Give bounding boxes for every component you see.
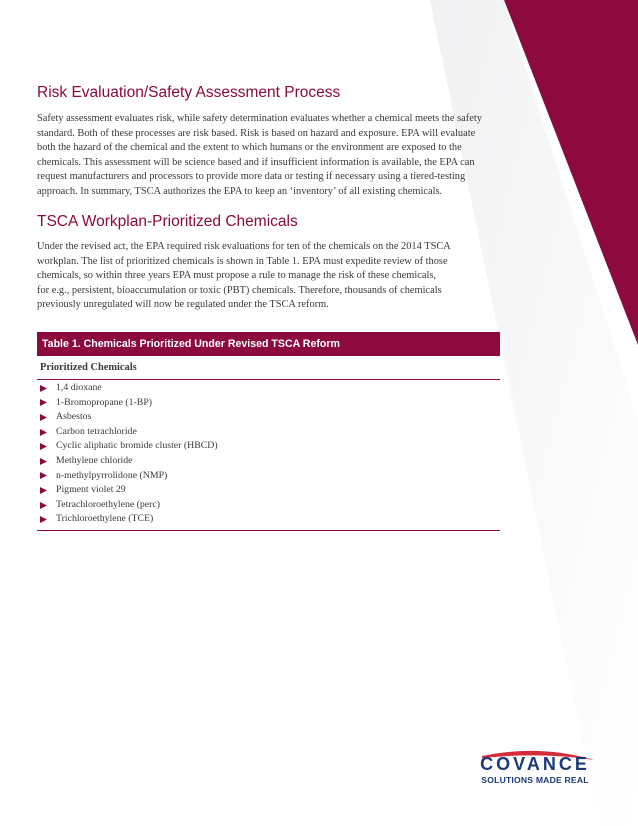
list-item [40, 469, 218, 484]
covance-logo [470, 750, 600, 792]
triangle-bullet-icon [40, 385, 47, 392]
list-item [40, 454, 218, 469]
text-line: chemicals, so within three years EPA must propose a rule to manage the risk of these chemicals, [37, 270, 436, 282]
section-heading-tsca-workplan: TSCA Workplan-Prioritized Chemicals [37, 213, 298, 230]
list-item-label: Tetrachloroethylene (perc) [56, 498, 161, 510]
list-item-label: 1,4 dioxane [56, 382, 102, 393]
logo-wordmark: COVANCE [480, 754, 590, 774]
list-item-label: Trichloroethylene (TCE) [56, 513, 154, 525]
triangle-bullet-icon [40, 443, 47, 450]
list-item-label: 1-Bromopropane (1-BP) [56, 396, 153, 408]
list-item-label: Asbestos [56, 411, 92, 423]
text-line: chemicals. This assessment will be science based and if insufficient information is available, the EPA can [37, 156, 475, 168]
list-item [40, 512, 218, 527]
list-item [40, 498, 218, 513]
triangle-bullet-icon [40, 458, 47, 465]
triangle-bullet-icon [40, 472, 47, 479]
list-item-label: Methylene chloride [56, 454, 133, 466]
text-line: Safety assessment evaluates risk, while safety determination evaluates whether a chemical meets the safety [37, 113, 482, 124]
text-line: Under the revised act, the EPA required risk evaluations for ten of the chemicals on the 2014 TSCA [37, 241, 451, 252]
text-line: standard. Both of these processes are risk based. Risk is based on hazard and exposure. EPA will evaluate [37, 127, 476, 139]
text-line: for e.g., persistent, bioaccumulation or toxic (PBT) chemicals. Therefore, thousands of chemicals [37, 284, 442, 296]
triangle-bullet-icon [40, 429, 47, 436]
triangle-bullet-icon [40, 516, 47, 523]
list-item-label: n-methylpyrrolidone (NMP) [56, 469, 168, 481]
table-bottom-rule [37, 530, 500, 531]
list-item [40, 425, 218, 440]
list-item-label: Pigment violet 29 [56, 484, 126, 496]
section-heading-risk-evaluation: Risk Evaluation/Safety Assessment Process [37, 84, 341, 101]
list-item [40, 396, 218, 411]
triangle-bullet-icon [40, 502, 47, 509]
list-item-label: Carbon tetrachloride [56, 425, 137, 437]
list-item [40, 439, 218, 454]
table-header-rule [37, 379, 500, 380]
text-line: workplan. The list of prioritized chemicals is shown in Table 1. EPA must expedite review of those [37, 255, 448, 267]
text-line: both the hazard of the chemical and the extent to which humans or the environment are exposed to the [37, 142, 462, 154]
paragraph-tsca-workplan [37, 240, 507, 313]
triangle-bullet-icon [40, 399, 47, 406]
table-column-header: Prioritized Chemicals [40, 362, 137, 373]
text-line: previously unregulated will now be regulated under the TSCA reform. [37, 299, 329, 311]
chemicals-list [40, 381, 218, 527]
logo-tagline: SOLUTIONS MADE REAL [481, 775, 589, 785]
paragraph-risk-evaluation [37, 112, 507, 200]
text-line: approach. In summary, TSCA authorizes the EPA to keep an ‘inventory’ of all existing chemicals. [37, 185, 443, 197]
triangle-bullet-icon [40, 487, 47, 494]
list-item [40, 483, 218, 498]
list-item [40, 410, 218, 425]
table-title-bar: Table 1. Chemicals Prioritized Under Revised TSCA Reform [37, 332, 500, 356]
list-item [40, 381, 218, 396]
list-item-label: Cyclic aliphatic bromide cluster (HBCD) [56, 440, 218, 452]
triangle-bullet-icon [40, 414, 47, 421]
text-line: request manufacturers and processors to provide more data or testing if necessary using a tiered-testing [37, 171, 466, 183]
